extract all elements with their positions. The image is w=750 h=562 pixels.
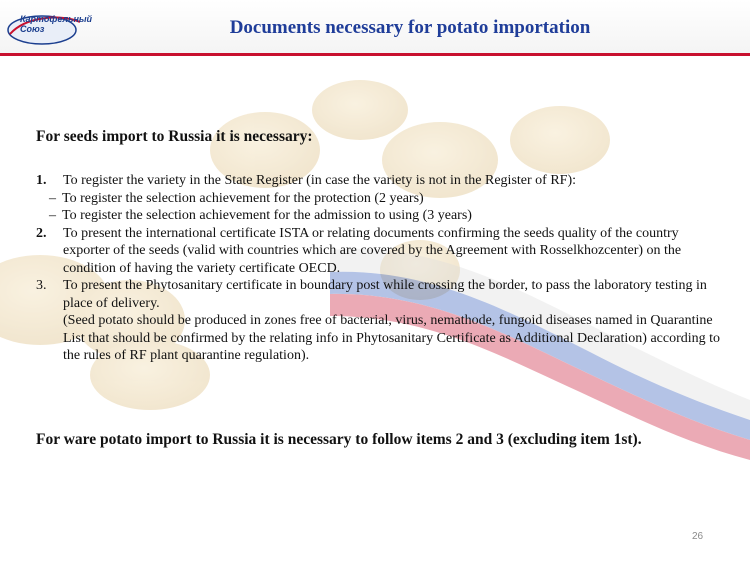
item-number: 3.: [36, 278, 47, 293]
item-text: To register the variety in the State Register (in case the variety is not in the Register of RF):: [63, 173, 576, 188]
list-item-2: [36, 225, 726, 278]
logo-text-line1: Картофельный: [20, 14, 93, 24]
dash-bullet: –: [49, 190, 56, 206]
list-item-1: [36, 172, 726, 190]
list-item-3: [36, 277, 726, 365]
item-number: 1.: [36, 173, 47, 188]
page-title: Documents necessary for potato importation: [229, 17, 591, 38]
ware-potato-text: For ware potato import to Russia it is necessary to follow items 2 and 3 (excluding item 1st).: [36, 431, 642, 448]
item-text: To present the Phytosanitary certificate in boundary post while crossing the border, to pass the laboratory testing in place of delivery.: [63, 278, 707, 311]
item-number: 2.: [36, 225, 47, 241]
logo-text-line2: Союз: [20, 24, 45, 34]
page-number: 26: [692, 531, 704, 542]
item-text: To present the international certificate ISTA or relating documents confirming the seeds quality of the country exporter of the seeds (valid with countries which are covered by the Agreement with Rosselkhozcenter) on the condition of having the variety certificate OECD.: [63, 225, 682, 276]
subitem: [36, 190, 726, 208]
dash-bullet: –: [49, 208, 56, 223]
subitem-text: To register the selection achievement for the admission to using (3 years): [62, 208, 472, 223]
subitem-text: To register the selection achievement for the protection (2 years): [62, 190, 424, 206]
item-note: (Seed potato should be produced in zones free of bacterial, virus, nemathode, fungoid diseases named in Quarantine List that should be confirmed by the relating info in Phytosanitary Certificate as Additional Declaration) according to the rules of RF plant quarantine regulation).: [63, 313, 721, 363]
subitem: [36, 207, 726, 225]
seeds-heading: For seeds import to Russia it is necessary:: [36, 128, 313, 145]
requirements-list: [36, 172, 726, 365]
